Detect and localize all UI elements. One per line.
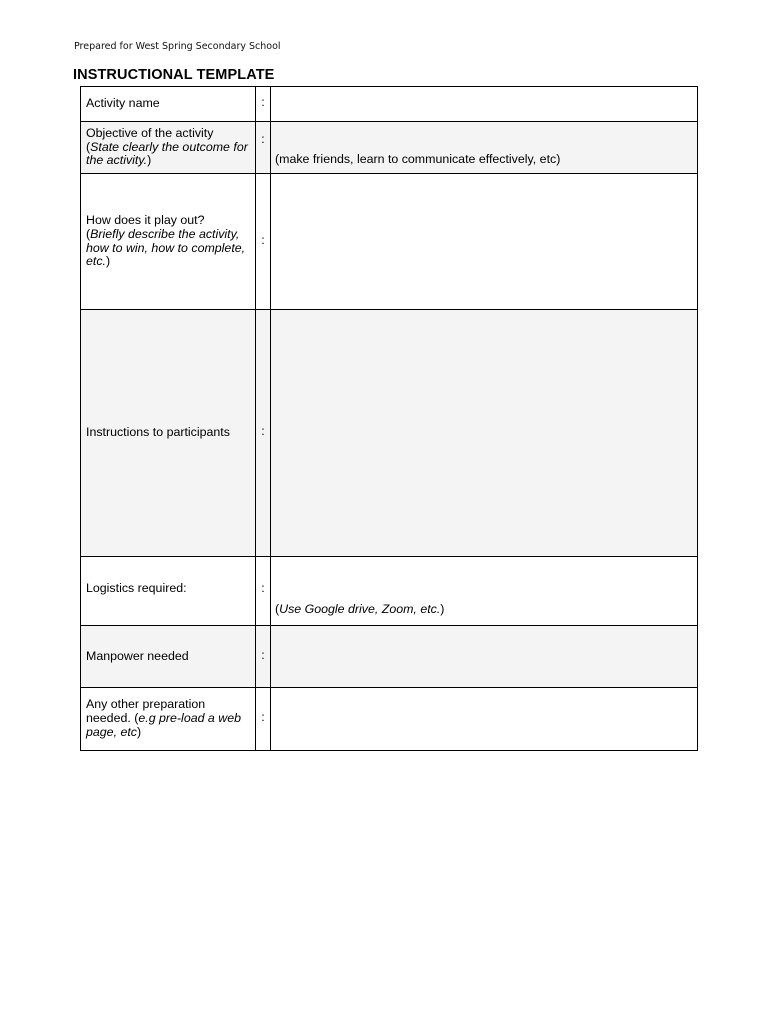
colon-separator: : <box>261 424 265 439</box>
manpower-label <box>81 626 256 688</box>
logistics-label-text: Logistics required: <box>86 581 187 596</box>
colon-separator: : <box>261 95 265 110</box>
objective-label-close: ) <box>147 153 152 168</box>
logistics-colon <box>256 557 271 626</box>
logistics-value-hint: Use Google drive, Zoom, etc. <box>279 602 441 616</box>
other-preparation-label <box>81 688 256 751</box>
objective-label-hint: State clearly the outcome for the activity. <box>86 139 248 168</box>
logistics-label <box>81 557 256 626</box>
row-objective <box>81 122 698 174</box>
instructional-template-table <box>80 86 698 751</box>
other-preparation-label-hint: e.g pre-load a web page, etc <box>86 711 241 739</box>
objective-field[interactable] <box>271 122 698 174</box>
objective-value-hint: (make friends, learn to communicate effectively, etc) <box>275 152 561 166</box>
play-out-colon <box>256 174 271 310</box>
instructions-colon <box>256 310 271 557</box>
colon-separator: : <box>261 131 265 146</box>
play-out-label-text: How does it play out? <box>86 212 205 227</box>
row-how-it-plays-out <box>81 174 698 310</box>
manpower-colon <box>256 626 271 688</box>
play-out-label-hint: Briefly describe the activity, how to win, how to complete, etc. <box>86 226 246 269</box>
play-out-label <box>81 174 256 310</box>
activity-name-label-text: Activity name <box>86 96 160 111</box>
play-out-label-open: ( <box>86 226 91 241</box>
other-preparation-label-text: Any other preparation needed. ( <box>86 697 206 726</box>
other-preparation-label-close: ) <box>136 724 142 739</box>
colon-separator: : <box>261 581 265 596</box>
row-logistics <box>81 557 698 626</box>
colon-separator: : <box>261 232 265 247</box>
objective-label-open: ( <box>86 139 91 154</box>
instructions-label-text: Instructions to participants <box>86 425 230 440</box>
objective-label <box>81 122 256 174</box>
prepared-for-note: Prepared for West Spring Secondary School <box>74 41 281 52</box>
instructions-label <box>81 310 256 557</box>
manpower-field[interactable] <box>271 626 698 688</box>
colon-separator: : <box>261 647 265 662</box>
logistics-hint-open: ( <box>275 602 280 616</box>
play-out-label-close: ) <box>105 254 111 269</box>
activity-name-label <box>81 87 256 122</box>
activity-name-field[interactable] <box>271 87 698 122</box>
document-title: INSTRUCTIONAL TEMPLATE <box>73 67 275 83</box>
colon-separator: : <box>261 710 265 725</box>
row-activity-name <box>81 87 698 122</box>
instructions-field[interactable] <box>271 310 698 557</box>
row-manpower <box>81 626 698 688</box>
manpower-label-text: Manpower needed <box>86 648 189 663</box>
objective-label-text: Objective of the activity <box>86 125 214 140</box>
logistics-field[interactable] <box>271 557 698 626</box>
activity-name-colon <box>256 87 271 122</box>
play-out-field[interactable] <box>271 174 698 310</box>
objective-colon <box>256 122 271 174</box>
logistics-hint-close: ) <box>440 602 445 616</box>
logistics-value-hint-wrap <box>275 603 444 617</box>
other-preparation-colon <box>256 688 271 751</box>
other-preparation-field[interactable] <box>271 688 698 751</box>
row-instructions <box>81 310 698 557</box>
row-other-preparation <box>81 688 698 751</box>
